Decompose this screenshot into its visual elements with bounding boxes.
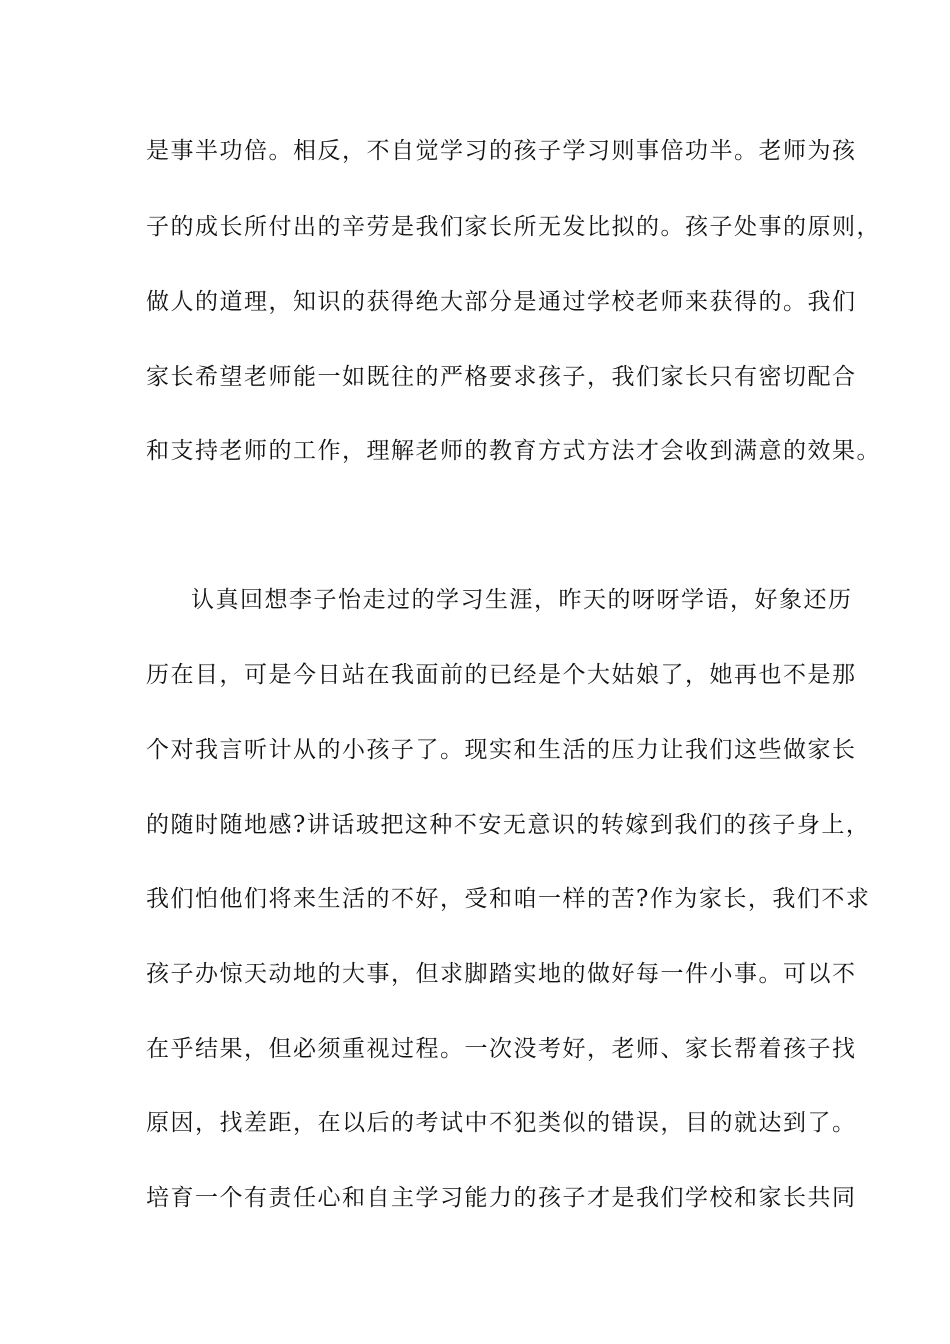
text-line: 原因，找差距，在以后的考试中不犯类似的错误，目的就达到了。 bbox=[146, 1110, 857, 1136]
text-line: 是事半功倍。相反，不自觉学习的孩子学习则事倍功半。老师为孩 bbox=[146, 138, 857, 164]
text-line: 在乎结果，但必须重视过程。一次没考好，老师、家长帮着孩子找 bbox=[146, 1036, 857, 1062]
text-line: 家长希望老师能一如既往的严格要求孩子，我们家长只有密切配合 bbox=[146, 364, 857, 390]
text-line: 认真回想李子怡走过的学习生涯，昨天的呀呀学语，好象还历 bbox=[191, 587, 853, 613]
text-line: 的随时随地感?讲话玻把这种不安无意识的转嫁到我们的孩子身上， bbox=[146, 812, 871, 838]
text-line: 做人的道理，知识的获得绝大部分是通过学校老师来获得的。我们 bbox=[146, 289, 857, 315]
text-line: 历在目，可是今日站在我面前的已经是个大姑娘了，她再也不是那 bbox=[146, 662, 857, 688]
text-line: 个对我言听计从的小孩子了。现实和生活的压力让我们这些做家长 bbox=[146, 737, 857, 763]
text-line: 孩子办惊天动地的大事，但求脚踏实地的做好每一件小事。可以不 bbox=[146, 961, 857, 987]
text-line: 子的成长所付出的辛劳是我们家长所无发比拟的。孩子处事的原则， bbox=[146, 214, 881, 240]
text-line: 培育一个有责任心和自主学习能力的孩子才是我们学校和家长共同 bbox=[146, 1185, 857, 1211]
text-line: 我们怕他们将来生活的不好，受和咱一样的苦?作为家长，我们不求 bbox=[146, 886, 871, 912]
text-line: 和支持老师的工作，理解老师的教育方式方法才会收到满意的效果。 bbox=[146, 438, 881, 464]
